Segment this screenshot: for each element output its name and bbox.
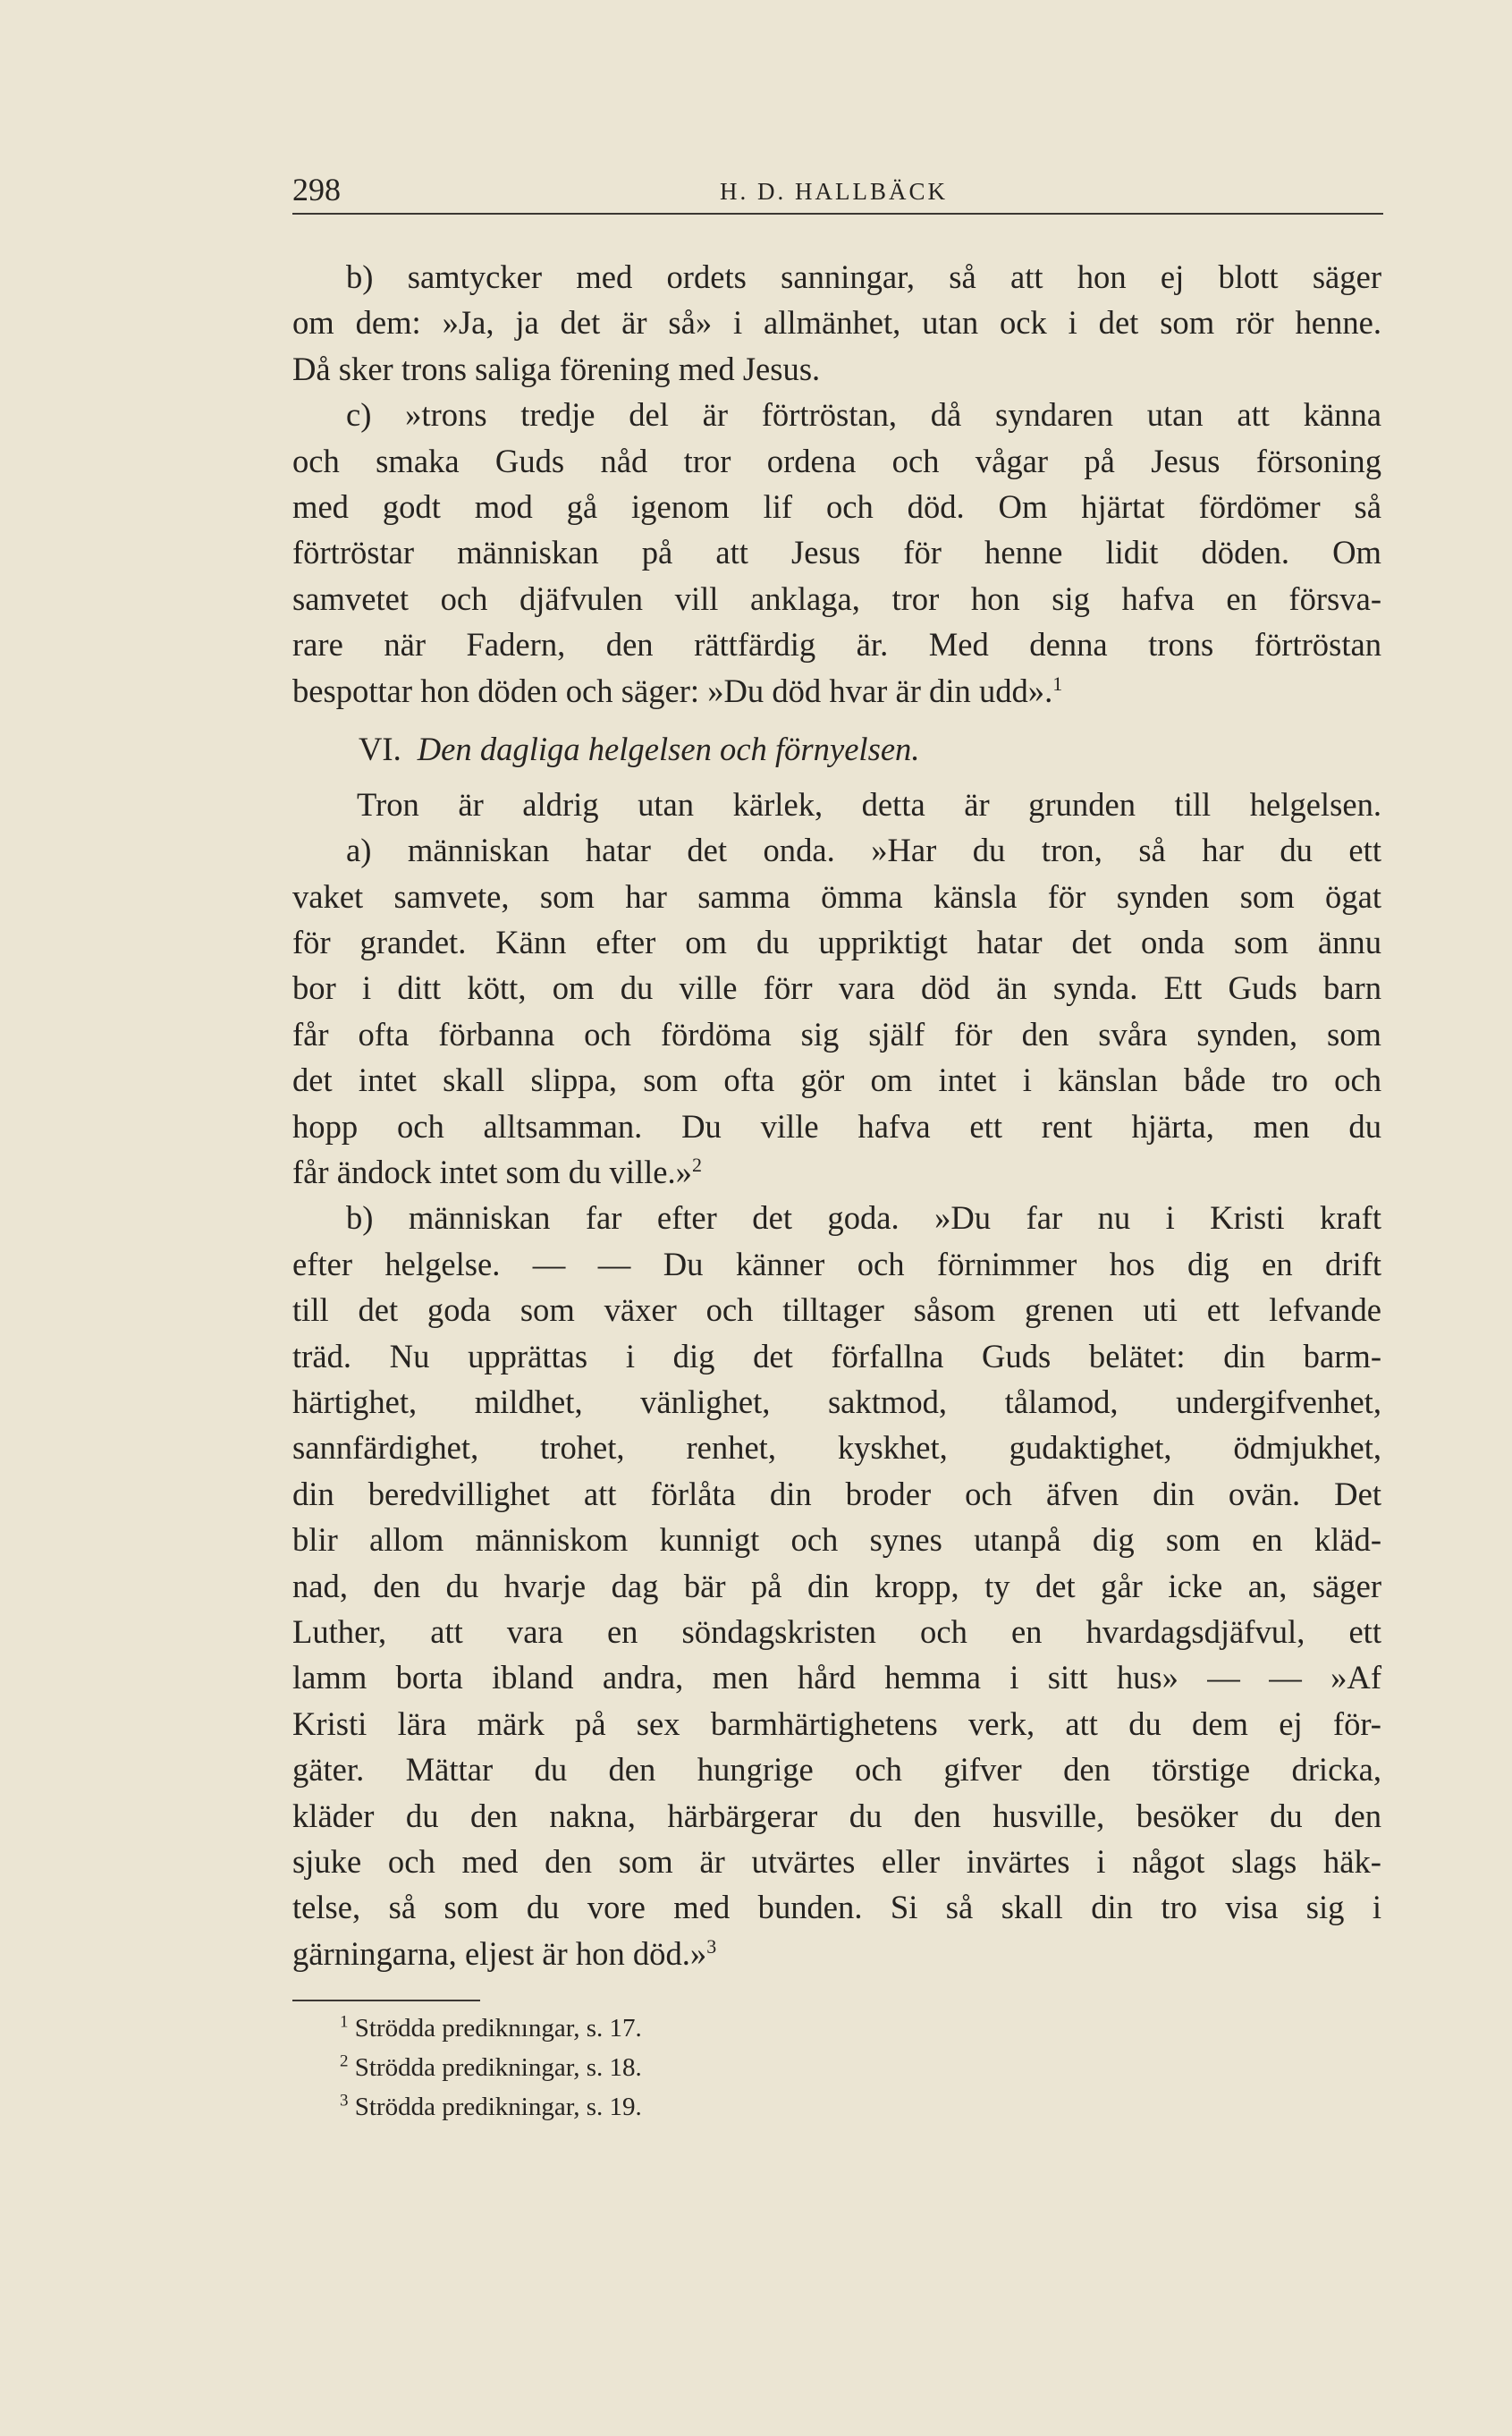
running-head-author: H. D. HALLBÄCK bbox=[720, 178, 948, 205]
text-line: efter helgelse. — — Du känner och förnimmer hos dig en drift bbox=[292, 1245, 1381, 1282]
text-line: Kristi lära märk på sex barmhärtighetens verk, att du dem ej för- bbox=[292, 1704, 1381, 1742]
footnote-divider bbox=[292, 2000, 480, 2001]
text-line: sannfärdighet, trohet, renhet, kyskhet, gudaktighet, ödmjukhet, bbox=[292, 1429, 1381, 1467]
text-line: Tron är aldrig utan kärlek, detta är grunden till helgelsen. bbox=[357, 785, 1381, 823]
footnote-mark: 3 bbox=[706, 1934, 717, 1958]
section-heading bbox=[292, 714, 1381, 782]
footnote bbox=[340, 2048, 966, 2087]
text-line: nad, den du hvarje dag bär på din kropp, ty det går icke an, säger bbox=[292, 1567, 1381, 1604]
text-line: för grandet. Känn efter om du uppriktigt hatar det onda som ännu bbox=[292, 924, 1381, 961]
footnote bbox=[340, 2009, 966, 2048]
text-line bbox=[292, 668, 1381, 714]
footnotes bbox=[340, 2009, 966, 2127]
text-line-content: får ändock intet som du ville.» bbox=[292, 1154, 692, 1191]
footnote-number: 3 bbox=[340, 2091, 349, 2110]
text-line: bor i ditt kött, om du ville förr vara död än synda. Ett Guds barn bbox=[292, 969, 1381, 1007]
text-line: telse, så som du vore med bunden. Si så skall din tro visa sig i bbox=[292, 1889, 1381, 1926]
text-line: förtröstar människan på att Jesus för henne lidit döden. Om bbox=[292, 534, 1381, 571]
page-number: 298 bbox=[292, 172, 341, 207]
footnote-number: 1 bbox=[340, 2012, 349, 2032]
footnote-text: Strödda predikningar, s. 19. bbox=[354, 2093, 642, 2121]
text-line: med godt mod gå igenom lif och död. Om hjärtat fördömer så bbox=[292, 487, 1381, 525]
text-line: sjuke och med den som är utvärtes eller invärtes i något slags häk- bbox=[292, 1842, 1381, 1880]
running-head bbox=[292, 168, 1383, 215]
text-line-content: gärningarna, eljest är hon död.» bbox=[292, 1934, 707, 1972]
text-line: a) människan hatar det onda. »Har du tron, så har du ett bbox=[346, 832, 1381, 869]
text-line: Då sker trons saliga förening med Jesus. bbox=[292, 350, 821, 387]
text-line bbox=[292, 1931, 1381, 1976]
text-line-content: bespottar hon döden och säger: »Du död hvar är din udd». bbox=[292, 672, 1053, 709]
text-line: kläder du den nakna, härbärgerar du den husville, besöker du den bbox=[292, 1797, 1381, 1834]
text-line bbox=[292, 1149, 1381, 1195]
text-line: lamm borta ibland andra, men hård hemma i sitt hus» — — »Af bbox=[292, 1659, 1381, 1696]
text-line: om dem: »Ja, ja det är så» i allmänhet, utan ock i det som rör henne. bbox=[292, 304, 1381, 342]
text-line: b) människan far efter det goda. »Du far nu i Kristi kraft bbox=[346, 1199, 1381, 1237]
text-line: härtighet, mildhet, vänlighet, saktmod, tålamod, undergifvenhet, bbox=[292, 1383, 1381, 1420]
text-line: vaket samvete, som har samma ömma känsla för synden som ögat bbox=[292, 877, 1381, 915]
footnote-number: 2 bbox=[340, 2051, 349, 2071]
text-line: blir allom människom kunnigt och synes utanpå dig som en kläd- bbox=[292, 1521, 1381, 1559]
text-line: gäter. Mättar du den hungrige och gifver den törstige dricka, bbox=[292, 1751, 1381, 1789]
footnote-mark: 1 bbox=[1052, 672, 1063, 695]
text-line: till det goda som växer och tilltager såsom grenen uti ett lefvande bbox=[292, 1291, 1381, 1329]
body-text bbox=[292, 254, 1381, 1976]
text-line: b) samtycker med ordets sanningar, så att hon ej blott säger bbox=[346, 258, 1381, 295]
footnote-mark: 2 bbox=[691, 1153, 702, 1176]
text-line: och smaka Guds nåd tror ordena och vågar på Jesus försoning bbox=[292, 442, 1381, 479]
text-line: träd. Nu upprättas i dig det förfallna Guds belätet: din barm- bbox=[292, 1337, 1381, 1374]
text-line: det intet skall slippa, som ofta gör om intet i känslan både tro och bbox=[292, 1062, 1381, 1099]
text-line: samvetet och djäfvulen vill anklaga, tror hon sig hafva en försva- bbox=[292, 579, 1381, 617]
footnote-text: Strödda prediknıngar, s. 17. bbox=[354, 2014, 642, 2043]
text-line: c) »trons tredje del är förtröstan, då syndaren utan att känna bbox=[346, 396, 1381, 434]
text-line: får ofta förbanna och fördöma sig själf för den svåra synden, som bbox=[292, 1015, 1381, 1053]
heading-numeral: VI. bbox=[359, 730, 401, 767]
text-line: hopp och alltsamman. Du ville hafva ett rent hjärta, men du bbox=[292, 1107, 1381, 1145]
footnote-text: Strödda predikningar, s. 18. bbox=[354, 2053, 642, 2082]
text-line: din beredvillighet att förlåta din broder och äfven din ovän. Det bbox=[292, 1475, 1381, 1512]
footnote bbox=[340, 2087, 966, 2127]
text-line: rare när Fadern, den rättfärdig är. Med denna trons förtröstan bbox=[292, 626, 1381, 664]
text-line: Luther, att vara en söndagskristen och en hvardagsdjäfvul, ett bbox=[292, 1612, 1381, 1650]
heading-title: Den dagliga helgelsen och förnyelsen. bbox=[417, 730, 920, 767]
